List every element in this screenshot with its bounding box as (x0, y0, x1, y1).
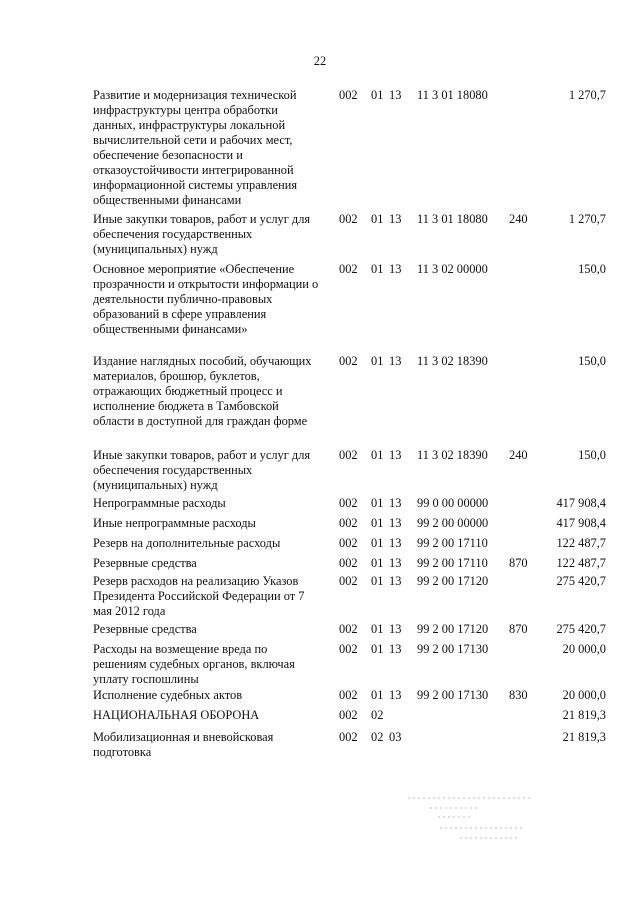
expense-type-code: 870 (509, 622, 528, 636)
target-article-code: 99 2 00 00000 (417, 516, 489, 530)
section-code: 01 (371, 642, 384, 656)
target-article-code: 99 2 00 17130 (417, 642, 489, 656)
grbs-code: 002 (339, 496, 358, 510)
section-code: 01 (371, 212, 384, 226)
grbs-code: 002 (339, 622, 358, 636)
row-name: Резервные средства (93, 622, 197, 636)
amount: 150,0 (578, 448, 606, 462)
subsection-code: 03 (389, 730, 402, 744)
section-code: 01 (371, 574, 384, 588)
grbs-code: 002 (339, 536, 358, 550)
subsection-code: 13 (389, 622, 402, 636)
section-code: 01 (371, 262, 384, 276)
subsection-code: 13 (389, 448, 402, 462)
subsection-code: 13 (389, 688, 402, 702)
subsection-code: 13 (389, 354, 402, 368)
page-number: 22 (313, 54, 327, 68)
row-name: Непрограммные расходы (93, 496, 226, 510)
section-code: 01 (371, 88, 384, 102)
amount: 150,0 (578, 262, 606, 276)
target-article-code: 99 2 00 17120 (417, 574, 489, 588)
row-name: Резерв расходов на реализацию Указов Президента Российской Федерации от 7 мая 2012 года (93, 574, 305, 618)
expense-type-code: 240 (509, 212, 528, 226)
section-code: 01 (371, 354, 384, 368)
subsection-code: 13 (389, 574, 402, 588)
section-code: 02 (371, 708, 384, 722)
amount: 21 819,3 (562, 730, 606, 744)
expense-type-code: 240 (509, 448, 528, 462)
subsection-code: 13 (389, 212, 402, 226)
expense-type-code: 830 (509, 688, 528, 702)
row-name: Резерв на дополнительные расходы (93, 536, 281, 550)
grbs-code: 002 (339, 556, 358, 570)
subsection-code: 13 (389, 88, 402, 102)
row-name: Иные закупки товаров, работ и услуг для обеспечения государственных (муниципальных) нужд (93, 212, 311, 256)
row-name: Основное мероприятие «Обеспечение прозрачности и открытости информации о деятельности публично-правовых образований в сфере управления общественными финансами» (93, 262, 319, 336)
grbs-code: 002 (339, 88, 358, 102)
section-code: 01 (371, 536, 384, 550)
grbs-code: 002 (339, 448, 358, 462)
grbs-code: 002 (339, 642, 358, 656)
subsection-code: 13 (389, 262, 402, 276)
target-article-code: 11 3 02 00000 (417, 262, 488, 276)
section-code: 01 (371, 448, 384, 462)
row-name: Мобилизационная и вневойсковая подготовка (93, 730, 274, 759)
subsection-code: 13 (389, 642, 402, 656)
target-article-code: 11 3 01 18080 (417, 88, 488, 102)
row-name: НАЦИОНАЛЬНАЯ ОБОРОНА (93, 708, 260, 722)
grbs-code: 002 (339, 574, 358, 588)
subsection-code: 13 (389, 536, 402, 550)
row-name: Резервные средства (93, 556, 197, 570)
grbs-code: 002 (339, 212, 358, 226)
amount: 122 487,7 (556, 536, 606, 550)
target-article-code: 99 2 00 17120 (417, 622, 489, 636)
target-article-code: 11 3 02 18390 (417, 354, 488, 368)
grbs-code: 002 (339, 354, 358, 368)
amount: 275 420,7 (556, 622, 606, 636)
section-code: 01 (371, 556, 384, 570)
row-name: Расходы на возмещение вреда по решениям судебных органов, включая уплату госпошлины (93, 642, 295, 686)
target-article-code: 99 2 00 17130 (417, 688, 489, 702)
section-code: 01 (371, 622, 384, 636)
amount: 21 819,3 (562, 708, 606, 722)
row-name: Исполнение судебных актов (93, 688, 243, 702)
row-name: Иные закупки товаров, работ и услуг для обеспечения государственных (муниципальных) нужд (93, 448, 311, 492)
amount: 1 270,7 (568, 212, 606, 226)
amount: 275 420,7 (556, 574, 606, 588)
grbs-code: 002 (339, 730, 358, 744)
target-article-code: 11 3 02 18390 (417, 448, 488, 462)
grbs-code: 002 (339, 516, 358, 530)
subsection-code: 13 (389, 556, 402, 570)
amount: 122 487,7 (556, 556, 606, 570)
amount: 1 270,7 (568, 88, 606, 102)
target-article-code: 99 2 00 17110 (417, 556, 488, 570)
amount: 150,0 (578, 354, 606, 368)
grbs-code: 002 (339, 688, 358, 702)
expense-type-code: 870 (509, 556, 528, 570)
target-article-code: 99 0 00 00000 (417, 496, 489, 510)
grbs-code: 002 (339, 262, 358, 276)
section-code: 01 (371, 688, 384, 702)
target-article-code: 99 2 00 17110 (417, 536, 488, 550)
amount: 20 000,0 (562, 688, 606, 702)
subsection-code: 13 (389, 496, 402, 510)
amount: 417 908,4 (556, 496, 606, 510)
target-article-code: 11 3 01 18080 (417, 212, 488, 226)
amount: 20 000,0 (562, 642, 606, 656)
faint-stamp-marks (400, 790, 540, 850)
row-name: Иные непрограммные расходы (93, 516, 256, 530)
grbs-code: 002 (339, 708, 358, 722)
row-name: Развитие и модернизация технической инфраструктуры центра обработки данных, инфраструктуры локальной вычислительной сети и рабочих мест, обеспечение безопасности и отказоустойчивости интегрированной информационной системы управления общественными финансами (93, 88, 298, 207)
section-code: 01 (371, 516, 384, 530)
amount: 417 908,4 (556, 516, 606, 530)
row-name: Издание наглядных пособий, обучающих материалов, брошюр, буклетов, отражающих бюджетный процесс и исполнение бюджета в Тамбовской области в доступной для граждан форме (93, 354, 312, 428)
subsection-code: 13 (389, 516, 402, 530)
section-code: 01 (371, 496, 384, 510)
section-code: 02 (371, 730, 384, 744)
